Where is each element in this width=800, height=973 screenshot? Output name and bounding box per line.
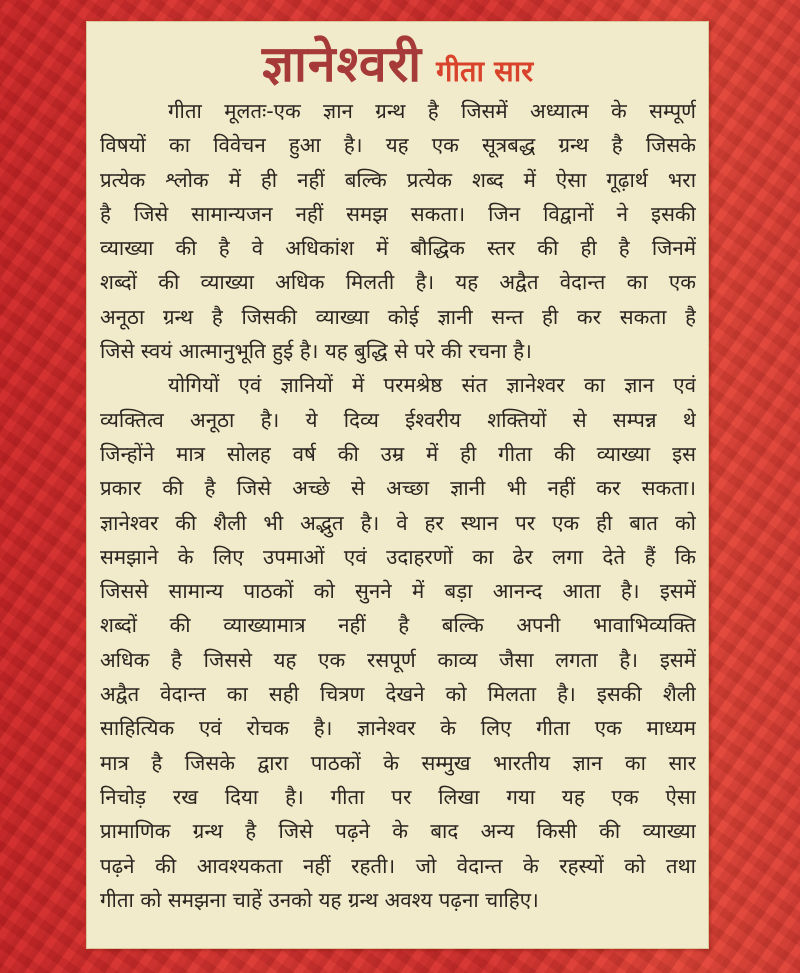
text-line: समझाने के लिए उपमाओं एवं उदाहरणों का ढेर लगा देते हैं कि bbox=[100, 544, 696, 569]
text-line: जिन्होंने मात्र सोलह वर्ष की उम्र में ही गीता की व्याख्या इस bbox=[100, 441, 696, 466]
text-line: अधिक है जिससे यह एक रसपूर्ण काव्य जैसा लगता है। इसमें bbox=[100, 647, 696, 672]
text-line: जिससे सामान्य पाठकों को सुनने में बड़ा आनन्द आता है। इसमें bbox=[100, 579, 696, 604]
book-title: ज्ञानेश्वरी bbox=[261, 35, 423, 93]
text-line: गीता मूलतः-एक ज्ञान ग्रन्थ है जिसमें अध्यात्म के सम्पूर्ण bbox=[168, 99, 696, 123]
text-line: विषयों का विवेचन हुआ है। यह एक सूत्रबद्ध ग्रन्थ है जिसके bbox=[100, 133, 696, 158]
paragraph-2 bbox=[100, 368, 696, 917]
text-line: प्रत्येक श्लोक में ही नहीं बल्कि प्रत्येक शब्द में ऐसा गूढ़ार्थ भरा bbox=[100, 167, 696, 192]
text-line: अद्वैत वेदान्त का सही चित्रण देखने को मिलता है। इसकी शैली bbox=[100, 682, 696, 707]
text-line: शब्दों की व्याख्यामात्र नहीं है बल्कि अपनी भावाभिव्यक्ति bbox=[100, 613, 696, 638]
text-line: ज्ञानेश्वर की शैली भी अद्भुत है। वे हर स्थान पर एक ही बात को bbox=[100, 510, 696, 535]
text-line: मात्र है जिसके द्वारा पाठकों के सम्मुख भारतीय ज्ञान का सार bbox=[100, 750, 696, 775]
text-line: व्याख्या की है वे अधिकांश में बौद्धिक स्तर की ही है जिनमें bbox=[100, 236, 696, 261]
text-line: साहित्यिक एवं रोचक है। ज्ञानेश्वर के लिए गीता एक माध्यम bbox=[100, 716, 696, 741]
text-line: अनूठा ग्रन्थ है जिसकी व्याख्या कोई ज्ञानी सन्त ही कर सकता है bbox=[100, 304, 696, 329]
text-line: निचोड़ रख दिया है। गीता पर लिखा गया यह एक ऐसा bbox=[100, 784, 696, 809]
title-row bbox=[87, 30, 708, 98]
text-line: शब्दों की व्याख्या अधिक मिलती है। यह अद्वैत वेदान्त का एक bbox=[100, 270, 696, 295]
text-line: गीता को समझना चाहें उनको यह ग्रन्थ अवश्य पढ़ना चाहिए। bbox=[100, 887, 539, 912]
text-line: पढ़ने की आवश्यकता नहीं रहती। जो वेदान्त के रहस्यों को तथा bbox=[100, 853, 696, 878]
text-line: प्रकार की है जिसे अच्छे से अच्छा ज्ञानी भी नहीं कर सकता। bbox=[100, 476, 696, 501]
book-back-cover-panel bbox=[87, 22, 708, 948]
text-line: योगियों एवं ज्ञानियों में परमश्रेष्ठ संत ज्ञानेश्वर का ज्ञान एवं bbox=[168, 373, 696, 398]
text-line: है जिसे सामान्यजन नहीं समझ सकता। जिन विद्वानों ने इसकी bbox=[100, 201, 696, 226]
text-line: प्रामाणिक ग्रन्थ है जिसे पढ़ने के बाद अन्य किसी की व्याख्या bbox=[100, 819, 696, 844]
book-subtitle: गीता सार bbox=[436, 54, 534, 88]
synopsis-text bbox=[100, 94, 696, 917]
text-line: व्यक्तित्व अनूठा है। ये दिव्य ईश्वरीय शक्तियों से सम्पन्न थे bbox=[100, 407, 696, 432]
text-line: जिसे स्वयं आत्मानुभूति हुई है। यह बुद्धि से परे की रचना है। bbox=[100, 339, 532, 364]
paragraph-1 bbox=[100, 94, 696, 368]
